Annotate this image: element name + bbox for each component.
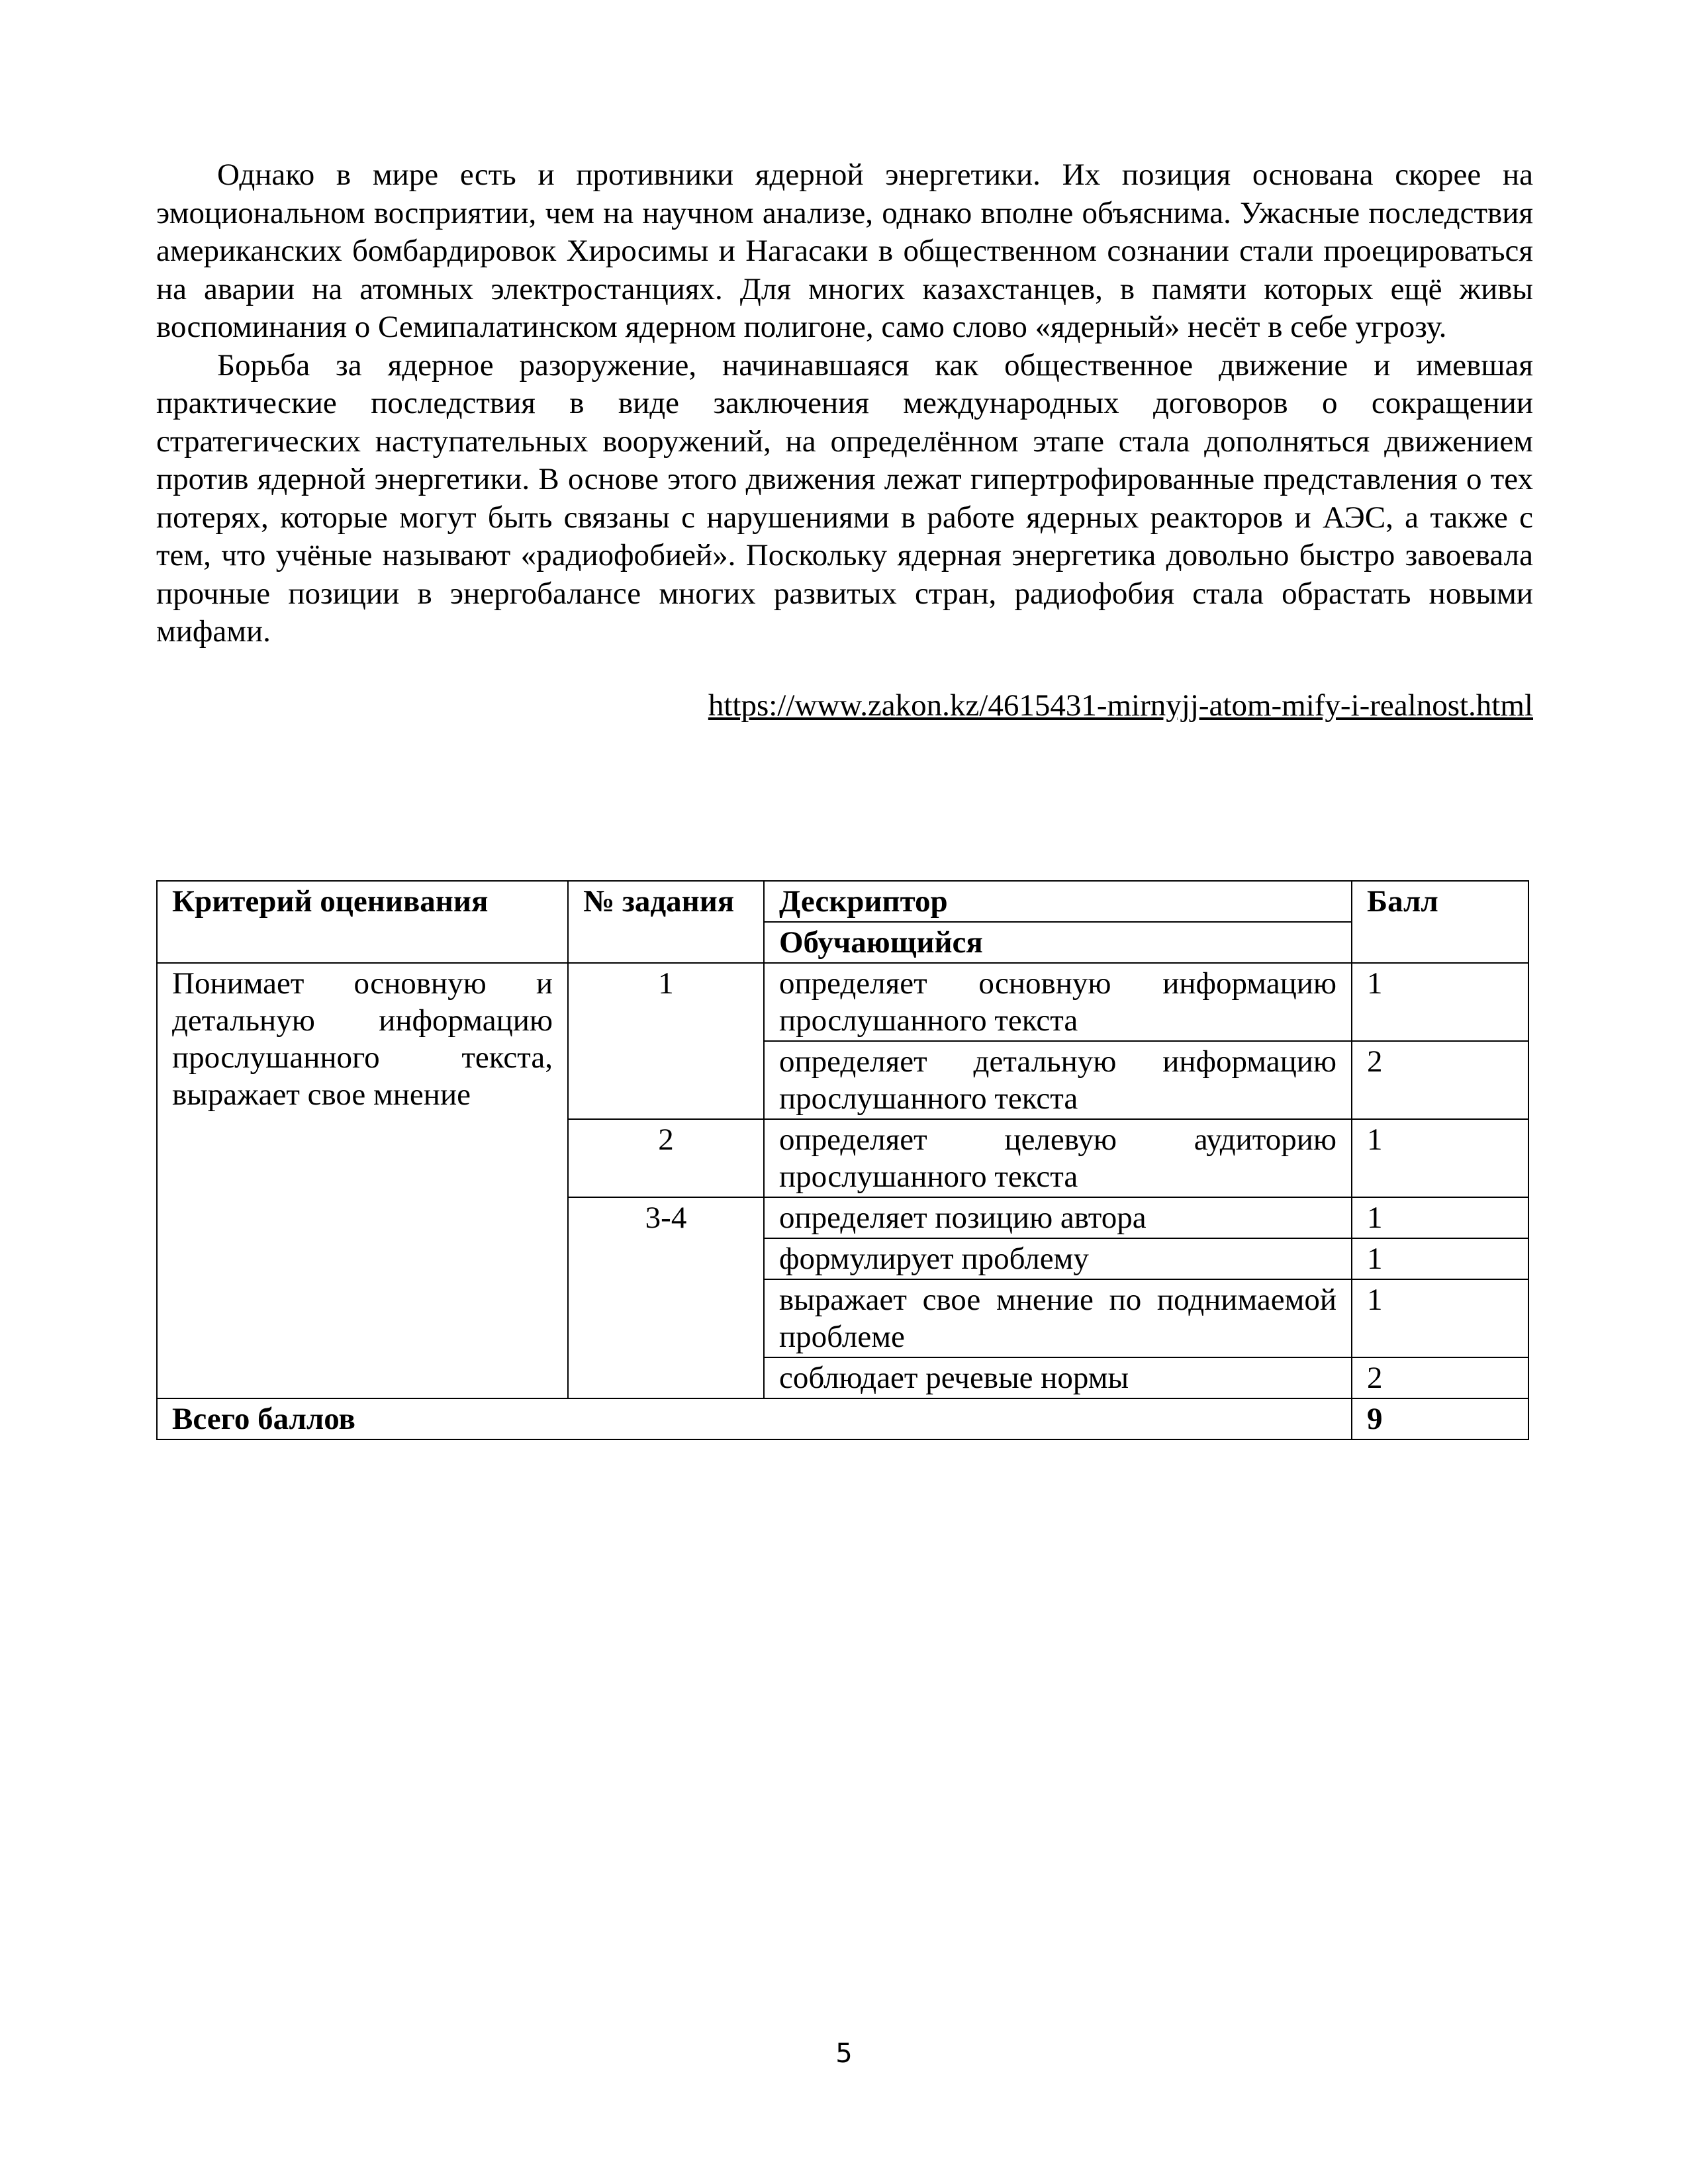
- descriptor-cell: определяет основную информацию прослушанного текста: [764, 963, 1352, 1041]
- score-cell: 2: [1352, 1357, 1528, 1398]
- page-number: 5: [835, 2038, 853, 2069]
- descriptor-cell: определяет детальную информацию прослушанного текста: [764, 1041, 1352, 1119]
- total-label: Всего баллов: [157, 1398, 1352, 1439]
- table-total-row: [157, 1398, 1528, 1439]
- header-learner: Обучающийся: [764, 922, 1352, 963]
- document-body: [156, 156, 1533, 725]
- task-number-cell: 2: [568, 1119, 764, 1197]
- source-link[interactable]: https://www.zakon.kz/4615431-mirnyjj-atom-mify-i-realnost.html: [708, 688, 1533, 723]
- score-cell: 1: [1352, 1279, 1528, 1357]
- score-cell: 1: [1352, 1238, 1528, 1279]
- descriptor-cell: определяет позицию автора: [764, 1197, 1352, 1238]
- score-cell: 1: [1352, 1119, 1528, 1197]
- score-cell: 2: [1352, 1041, 1528, 1119]
- header-score: Балл: [1352, 881, 1528, 963]
- score-cell: 1: [1352, 963, 1528, 1041]
- descriptor-cell: определяет целевую аудиторию прослушанного текста: [764, 1119, 1352, 1197]
- paragraph-1: Однако в мире есть и противники ядерной энергетики. Их позиция основана скорее на эмоциональном восприятии, чем на научном анализе, однако вполне объяснима. Ужасные последствия американских бомбардировок Хиросимы и Нагасаки в общественном сознании стали проецироваться на аварии на атомных электростанциях. Для многих казахстанцев, в памяти которых ещё живы воспоминания о Семипалатинском ядерном полигоне, само слово «ядерный» несёт в себе угрозу.: [156, 158, 1533, 344]
- score-cell: 1: [1352, 1197, 1528, 1238]
- assessment-criteria-table: [156, 880, 1529, 1440]
- table-header-row: [157, 881, 1528, 922]
- descriptor-cell: формулирует проблему: [764, 1238, 1352, 1279]
- task-number-cell: 3-4: [568, 1197, 764, 1398]
- descriptor-cell: соблюдает речевые нормы: [764, 1357, 1352, 1398]
- criterion-cell: Понимает основную и детальную информацию прослушанного текста, выражает свое мнение: [157, 963, 568, 1398]
- header-criterion: Критерий оценивания: [157, 881, 568, 963]
- header-task-number: № задания: [568, 881, 764, 963]
- table-row: [157, 963, 1528, 1041]
- total-value: 9: [1352, 1398, 1528, 1439]
- task-number-cell: 1: [568, 963, 764, 1119]
- header-descriptor: Дескриптор: [764, 881, 1352, 922]
- descriptor-cell: выражает свое мнение по поднимаемой проблеме: [764, 1279, 1352, 1357]
- paragraph-2: Борьба за ядерное разоружение, начинавшаяся как общественное движение и имевшая практические последствия в виде заключения международных договоров о сокращении стратегических наступательных вооружений, на определённом этапе стала дополняться движением против ядерной энергетики. В основе этого движения лежат гипертрофированные представления о тех потерях, которые могут быть связаны с нарушениями в работе ядерных реакторов и АЭС, а также с тем, что учёные называют «радиофобией». Поскольку ядерная энергетика довольно быстро завоевала прочные позиции в энергобалансе многих развитых стран, радиофобия стала обрастать новыми мифами.: [156, 347, 1533, 649]
